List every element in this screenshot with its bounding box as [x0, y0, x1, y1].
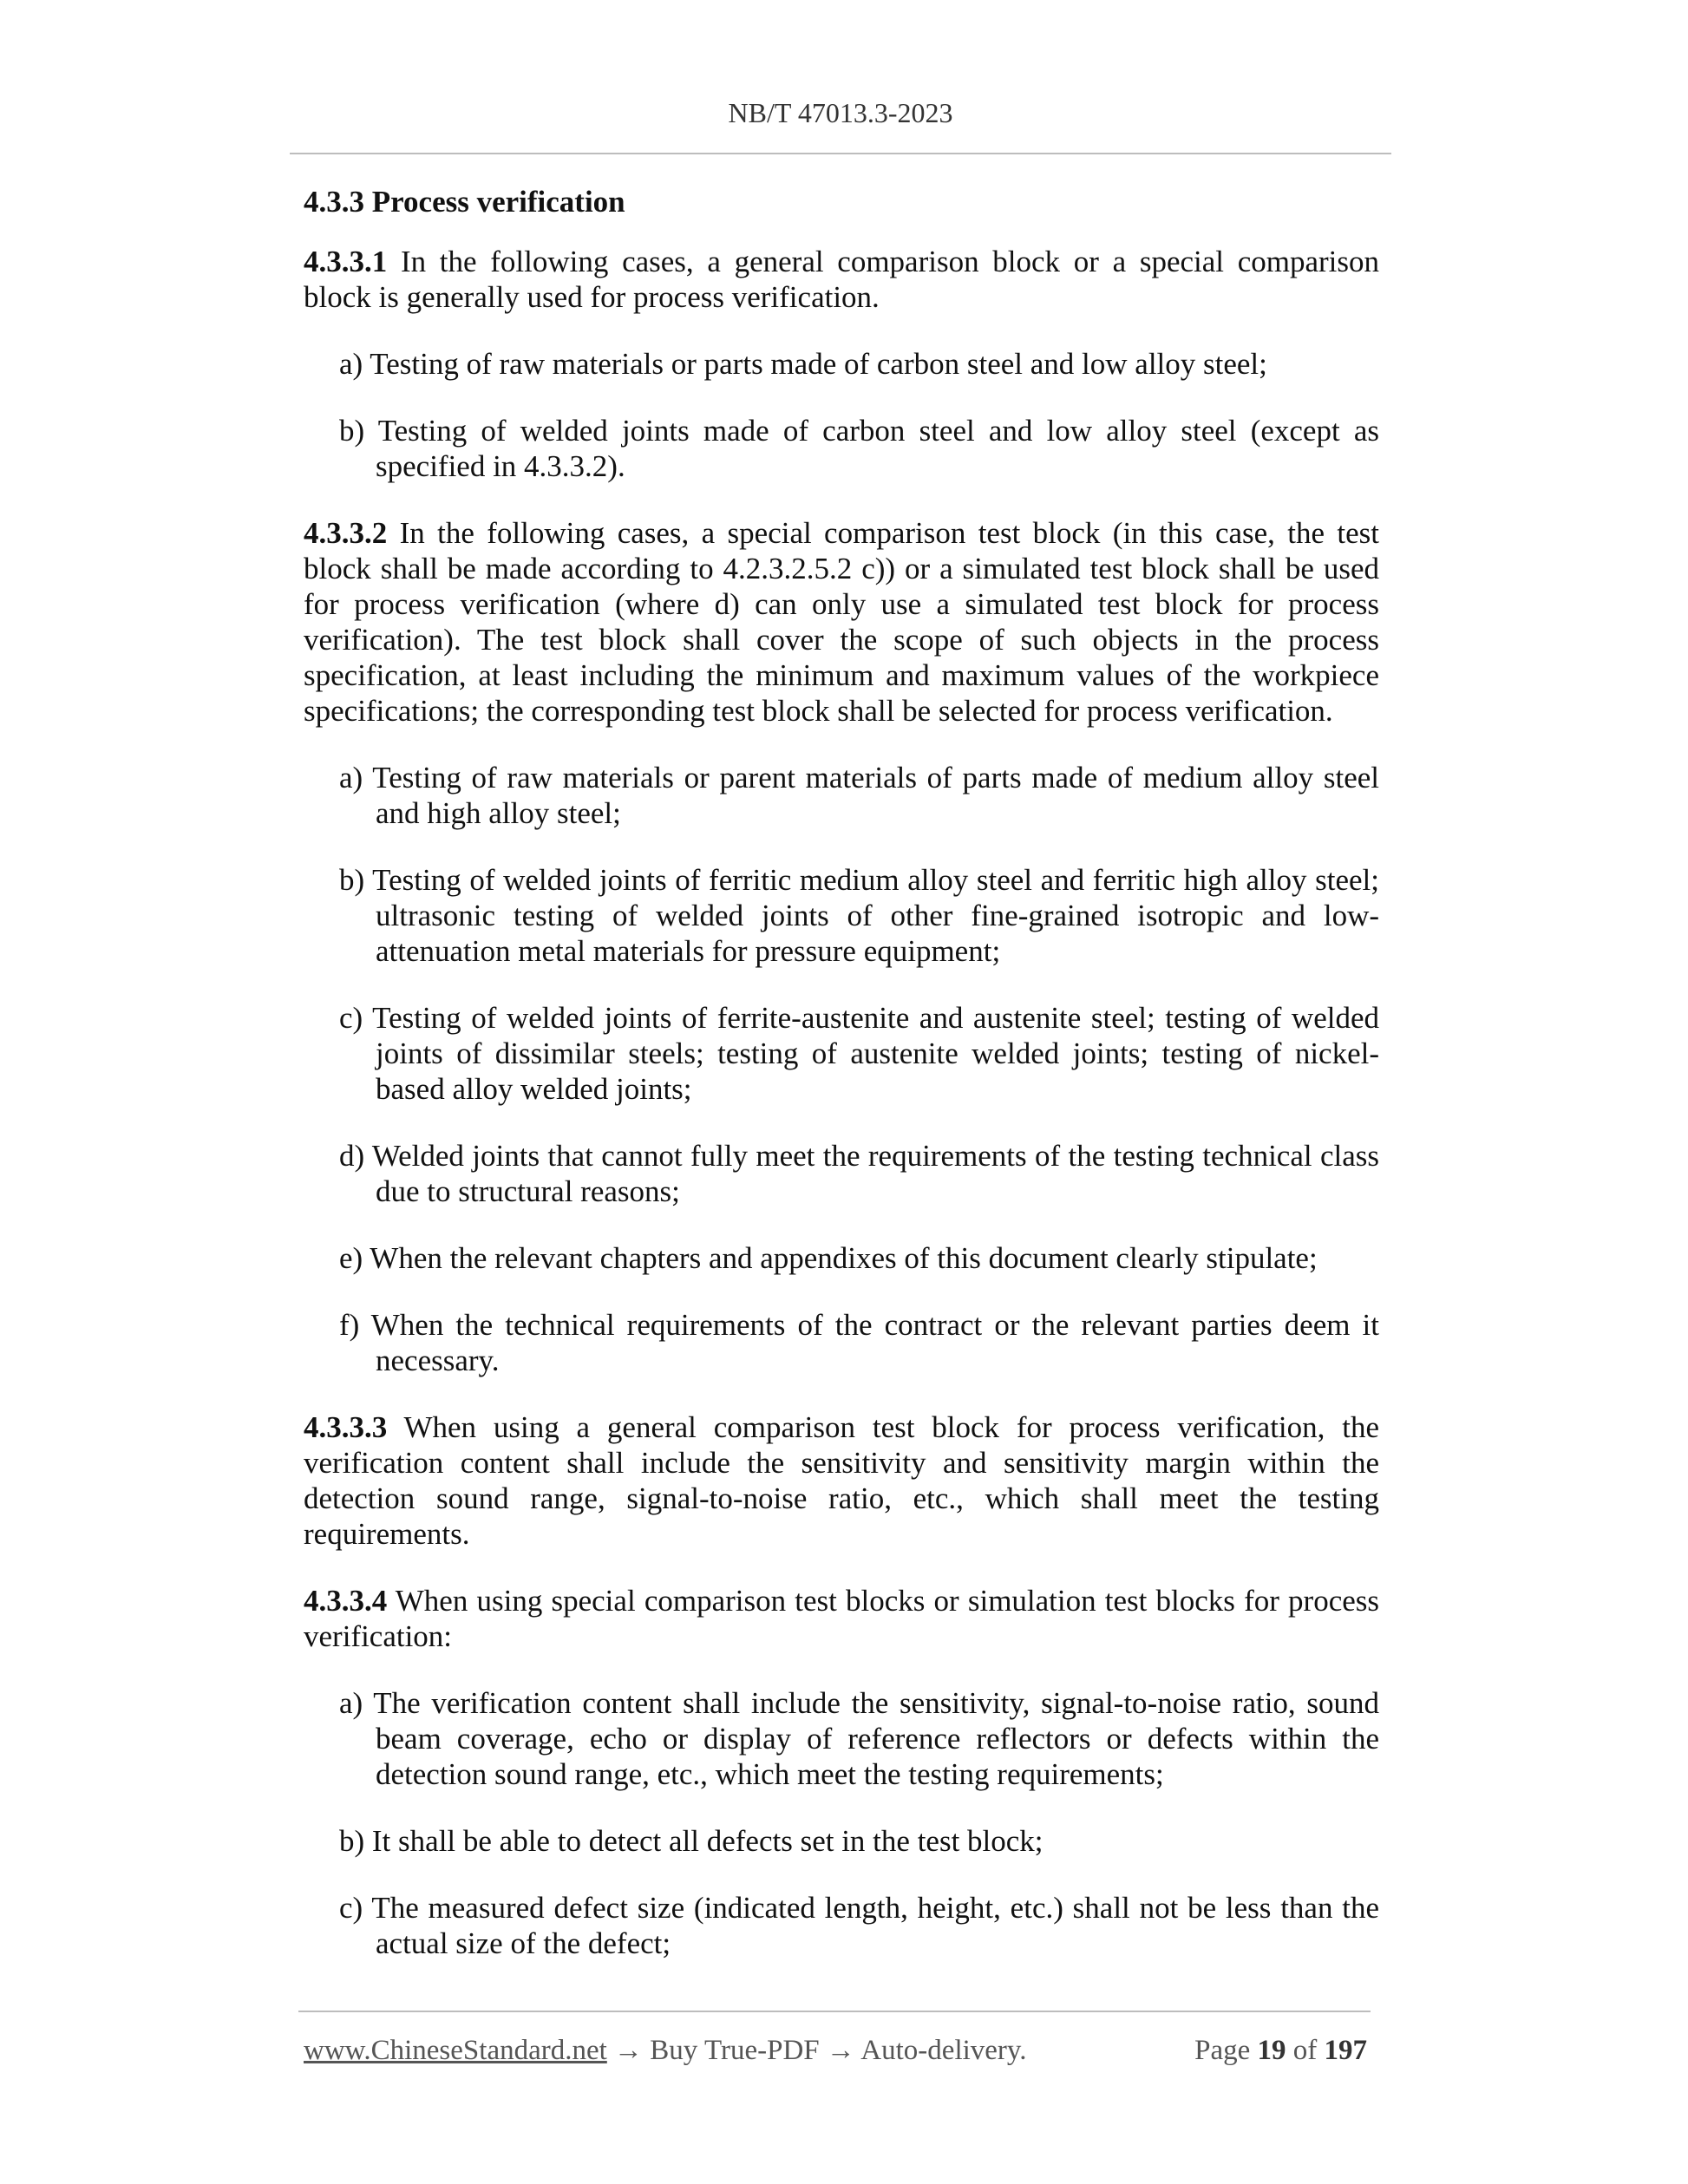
list-item: c) Testing of welded joints of ferrite-austenite and austenite steel; testing of welded joints of dissimilar steels; testing of austenite welded joints; testing of nickel-based alloy welded joints; — [339, 1001, 1379, 1106]
clause-number: 4.3.3.1 — [304, 245, 388, 278]
clause-number: 4.3.3.4 — [304, 1584, 388, 1618]
page-of-label: of — [1286, 2035, 1325, 2066]
page-indicator — [1194, 2035, 1367, 2067]
clause-4-3-3-4 — [304, 1583, 1379, 1654]
list-item: e) When the relevant chapters and appendixes of this document clearly stipulate; — [339, 1241, 1318, 1275]
list-item: f) When the technical requirements of the contract or the relevant parties deem it necessary. — [339, 1308, 1379, 1377]
list-item: c) The measured defect size (indicated length, height, etc.) shall not be less than the actual size of the defect; — [339, 1891, 1379, 1960]
section-title: 4.3.3 Process verification — [304, 185, 625, 219]
list-item: a) Testing of raw materials or parent materials of parts made of medium alloy steel and high alloy steel; — [339, 761, 1379, 830]
website-link[interactable]: www.ChineseStandard.net — [304, 2035, 607, 2066]
clause-4-3-3-3 — [304, 1409, 1379, 1552]
clause-4-3-3-1 — [304, 244, 1379, 315]
header-divider — [290, 153, 1391, 154]
clause-4-3-3-2 — [304, 515, 1379, 729]
page-total: 197 — [1324, 2035, 1367, 2066]
document-body — [304, 184, 1379, 1992]
footer-divider — [298, 2011, 1371, 2012]
list-item: b) Testing of welded joints made of carbon steel and low alloy steel (except as specified in 4.3.3.2). — [339, 414, 1379, 483]
clause-number: 4.3.3.2 — [304, 516, 388, 550]
list-item: a) Testing of raw materials or parts made of carbon steel and low alloy steel; — [339, 347, 1267, 381]
page-label: Page — [1194, 2035, 1258, 2066]
list-item: d) Welded joints that cannot fully meet the requirements of the testing technical class due to structural reasons; — [339, 1139, 1379, 1208]
clause-text: When using a general comparison test block for process verification, the verification content shall include the sensitivity and sensitivity margin within the detection sound range, signal-to-noise ratio, etc., which shall meet the testing requirements. — [304, 1410, 1379, 1551]
list-item: b) It shall be able to detect all defects set in the test block; — [339, 1824, 1044, 1858]
clause-number: 4.3.3.3 — [304, 1410, 388, 1444]
footer-tagline: → Buy True-PDF → Auto-delivery. — [606, 2035, 1027, 2066]
clause-text: In the following cases, a general comparison block or a special comparison block is generally used for process verification. — [304, 245, 1379, 314]
list-item: b) Testing of welded joints of ferritic medium alloy steel and ferritic high alloy steel; ultrasonic testing of welded joints of other fine-grained isotropic and low-attenuation metal materials for pressure equipment; — [339, 863, 1379, 968]
document-header: NB/T 47013.3-2023 — [728, 97, 953, 128]
page-number: 19 — [1257, 2035, 1286, 2066]
list-item: a) The verification content shall include the sensitivity, signal-to-noise ratio, sound beam coverage, echo or display of reference reflectors or defects within the detection sound range, etc., which meet the testing requirements; — [339, 1686, 1379, 1791]
footer-promo — [304, 2035, 1027, 2067]
clause-text: When using special comparison test blocks or simulation test blocks for process verification: — [304, 1584, 1379, 1653]
clause-text: In the following cases, a special comparison test block (in this case, the test block shall be made according to 4.2.3.2.5.2 c)) or a simulated test block shall be used for process verification (where d) can only use a simulated test block for process verification). The test block shall cover the scope of such objects in the process specification, at least including the minimum and maximum values of the workpiece specifications; the corresponding test block shall be selected for process verification. — [304, 516, 1379, 728]
